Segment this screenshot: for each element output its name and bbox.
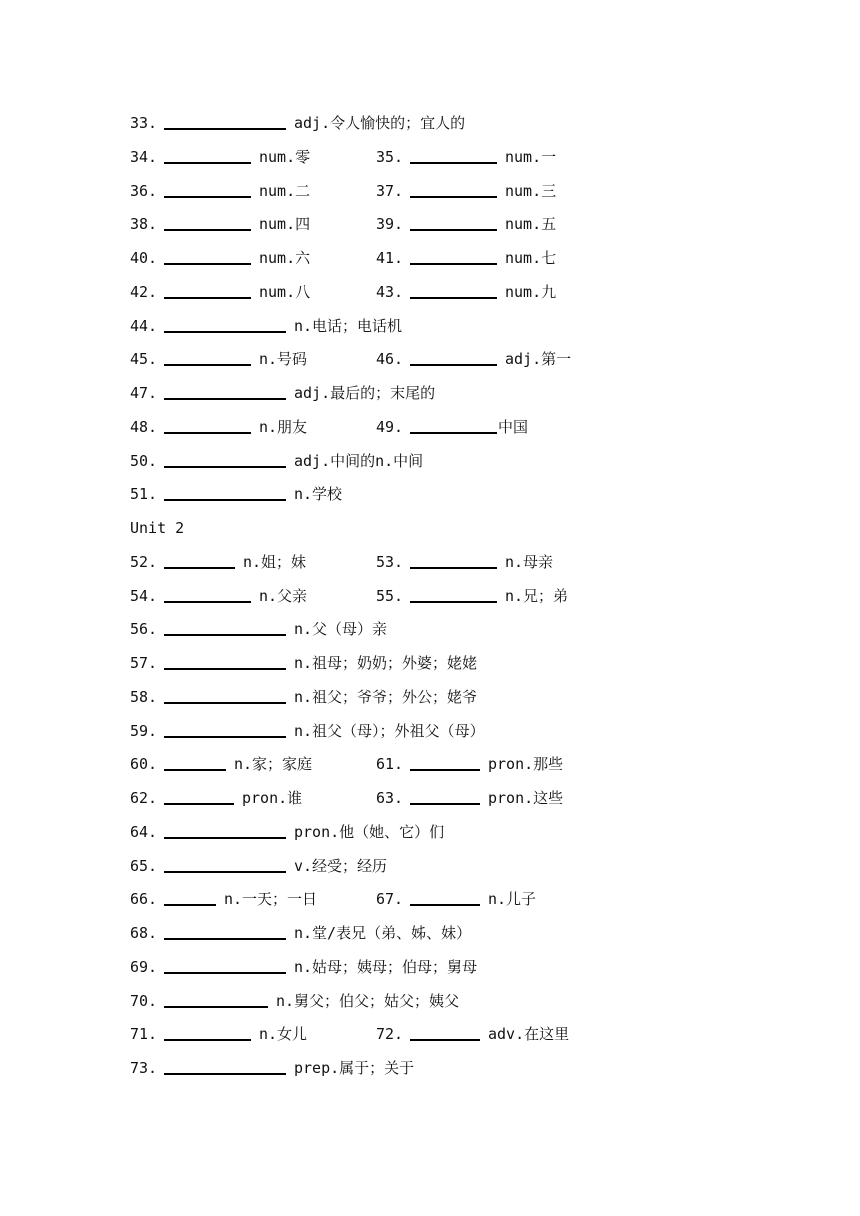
item-number: 36. [130,181,158,200]
definition-text: num.五 [505,215,557,234]
item-number: 52. [130,552,158,571]
item-number: 38. [130,215,158,234]
definition-text: adj.第一 [505,350,572,369]
answer-blank[interactable] [164,837,286,839]
definition-text: num.零 [259,147,311,166]
item-number: 47. [130,384,158,402]
answer-blank[interactable] [164,263,251,265]
answer-blank[interactable] [164,938,286,940]
definition-text: n.母亲 [505,552,554,571]
definition-text: num.六 [259,249,311,267]
item-number: 55. [376,586,404,605]
item-number: 59. [130,721,158,740]
definition-text: n.堂/表兄（弟、姊、妹） [294,924,472,942]
vocab-row [130,686,730,708]
answer-blank[interactable] [410,904,480,906]
answer-blank[interactable] [164,1039,251,1041]
definition-text: pron.那些 [488,755,564,774]
definition-text: num.二 [259,181,311,200]
definition-text: num.八 [259,282,311,301]
answer-blank[interactable] [410,263,497,265]
item-number: 43. [376,282,404,301]
definition-text: n.电话；电话机 [294,316,403,335]
answer-blank[interactable] [164,229,251,231]
item-number: 40. [130,249,158,267]
vocab-row [130,787,730,809]
answer-blank[interactable] [164,466,286,468]
definition-text: n.号码 [259,350,308,369]
answer-blank[interactable] [410,1039,480,1041]
item-number: 67. [376,890,404,909]
definition-text: n.兄；弟 [505,586,569,605]
vocab-row [130,922,730,944]
definition-text: n.舅父；伯父；姑父；姨父 [276,991,460,1010]
vocab-row [130,112,730,134]
answer-blank[interactable] [410,196,497,198]
answer-blank[interactable] [164,1073,286,1075]
item-number: 72. [376,1025,404,1044]
item-number: 46. [376,350,404,369]
vocab-row [130,281,730,303]
answer-blank[interactable] [164,601,251,603]
answer-blank[interactable] [410,364,497,366]
answer-blank[interactable] [164,871,286,873]
definition-text: n.学校 [294,485,343,504]
item-number: 35. [376,147,404,166]
vocab-row [130,416,730,438]
item-number: 39. [376,215,404,234]
definition-text: n.家；家庭 [234,755,313,774]
item-number: 51. [130,485,158,504]
definition-text: adj.中间的n.中间 [294,451,424,470]
item-number: 33. [130,114,158,132]
item-number: 37. [376,181,404,200]
answer-blank[interactable] [164,128,286,130]
definition-text: n.祖父（母）；外祖父（母） [294,721,485,740]
item-number: 48. [130,417,158,436]
item-number: 42. [130,282,158,301]
vocab-row [130,618,730,640]
answer-blank[interactable] [164,769,226,771]
vocab-row [130,450,730,472]
definition-text: pron.这些 [488,789,564,807]
answer-blank[interactable] [410,601,497,603]
definition-text: pron.他（她、它）们 [294,822,445,841]
vocab-row [130,753,730,775]
item-number: 73. [130,1059,158,1077]
item-number: 60. [130,755,158,774]
vocab-row [130,585,730,607]
item-number: 57. [130,654,158,672]
vocab-row [130,855,730,877]
definition-text: num.一 [505,147,557,166]
item-number: 44. [130,316,158,335]
item-number: 54. [130,586,158,605]
item-number: 62. [130,789,158,807]
definition-text: num.七 [505,249,557,267]
answer-blank[interactable] [410,297,497,299]
definition-text: n.祖母；奶奶；外婆；姥姥 [294,654,478,672]
vocab-row [130,1057,730,1079]
item-number: 70. [130,991,158,1010]
definition-text: n.儿子 [488,890,537,909]
item-number: 49. [376,417,404,436]
answer-blank[interactable] [164,196,251,198]
item-number: 50. [130,451,158,470]
item-number: 71. [130,1025,158,1044]
vocab-row [130,551,730,573]
vocab-row [130,146,730,168]
definition-text: num.四 [259,215,311,234]
item-number: 63. [376,789,404,807]
answer-blank[interactable] [164,398,286,400]
definition-text: adj.最后的；末尾的 [294,384,436,402]
answer-blank[interactable] [164,162,251,164]
answer-blank[interactable] [164,297,251,299]
vocab-row [130,247,730,269]
definition-text: n.祖父；爷爷；外公；姥爷 [294,687,478,706]
vocab-row [130,315,730,337]
definition-text: n.女儿 [259,1025,308,1044]
definition-text: n.一天；一日 [224,890,318,909]
item-number: 68. [130,924,158,942]
vocab-row [130,888,730,910]
answer-blank[interactable] [164,331,286,333]
answer-blank[interactable] [410,567,497,569]
answer-blank[interactable] [410,432,497,434]
section-heading: Unit 2 [130,519,185,537]
answer-blank[interactable] [164,736,286,738]
vocab-row [130,990,730,1012]
answer-blank[interactable] [410,229,497,231]
definition-text: n.姑母；姨母；伯母；舅母 [294,957,478,976]
definition-text: n.朋友 [259,417,308,436]
item-number: 66. [130,890,158,909]
vocab-row [130,180,730,202]
answer-blank[interactable] [164,499,286,501]
vocab-row [130,720,730,742]
item-number: 45. [130,350,158,369]
definition-text: n.父（母）亲 [294,620,388,639]
item-number: 34. [130,147,158,166]
answer-blank[interactable] [410,162,497,164]
item-number: 65. [130,856,158,875]
answer-blank[interactable] [164,567,235,569]
definition-text: adv.在这里 [488,1025,570,1044]
vocab-row [130,213,730,235]
vocab-row [130,652,730,674]
definition-text: 中国 [498,417,529,436]
answer-blank[interactable] [164,803,234,805]
answer-blank[interactable] [164,702,286,704]
definition-text: prep.属于；关于 [294,1059,415,1077]
answer-blank[interactable] [164,432,251,434]
definition-text: num.三 [505,181,557,200]
vocab-row [130,956,730,978]
vocab-row [130,483,730,505]
vocab-row [130,382,730,404]
definition-text: adj.令人愉快的；宜人的 [294,114,466,132]
vocab-row [130,821,730,843]
definition-text: v.经受；经历 [294,856,388,875]
answer-blank[interactable] [164,972,286,974]
vocab-row [130,1023,730,1045]
vocab-row [130,348,730,370]
definition-text: n.父亲 [259,586,308,605]
item-number: 41. [376,249,404,267]
answer-blank[interactable] [410,769,480,771]
item-number: 53. [376,552,404,571]
item-number: 64. [130,822,158,841]
answer-blank[interactable] [164,904,216,906]
definition-text: pron.谁 [242,789,303,807]
item-number: 56. [130,620,158,639]
answer-blank[interactable] [164,364,251,366]
answer-blank[interactable] [164,1006,268,1008]
answer-blank[interactable] [164,634,286,636]
answer-blank[interactable] [164,668,286,670]
answer-blank[interactable] [410,803,480,805]
item-number: 61. [376,755,404,774]
definition-text: num.九 [505,282,557,301]
item-number: 58. [130,687,158,706]
definition-text: n.姐；妹 [243,552,307,571]
item-number: 69. [130,957,158,976]
